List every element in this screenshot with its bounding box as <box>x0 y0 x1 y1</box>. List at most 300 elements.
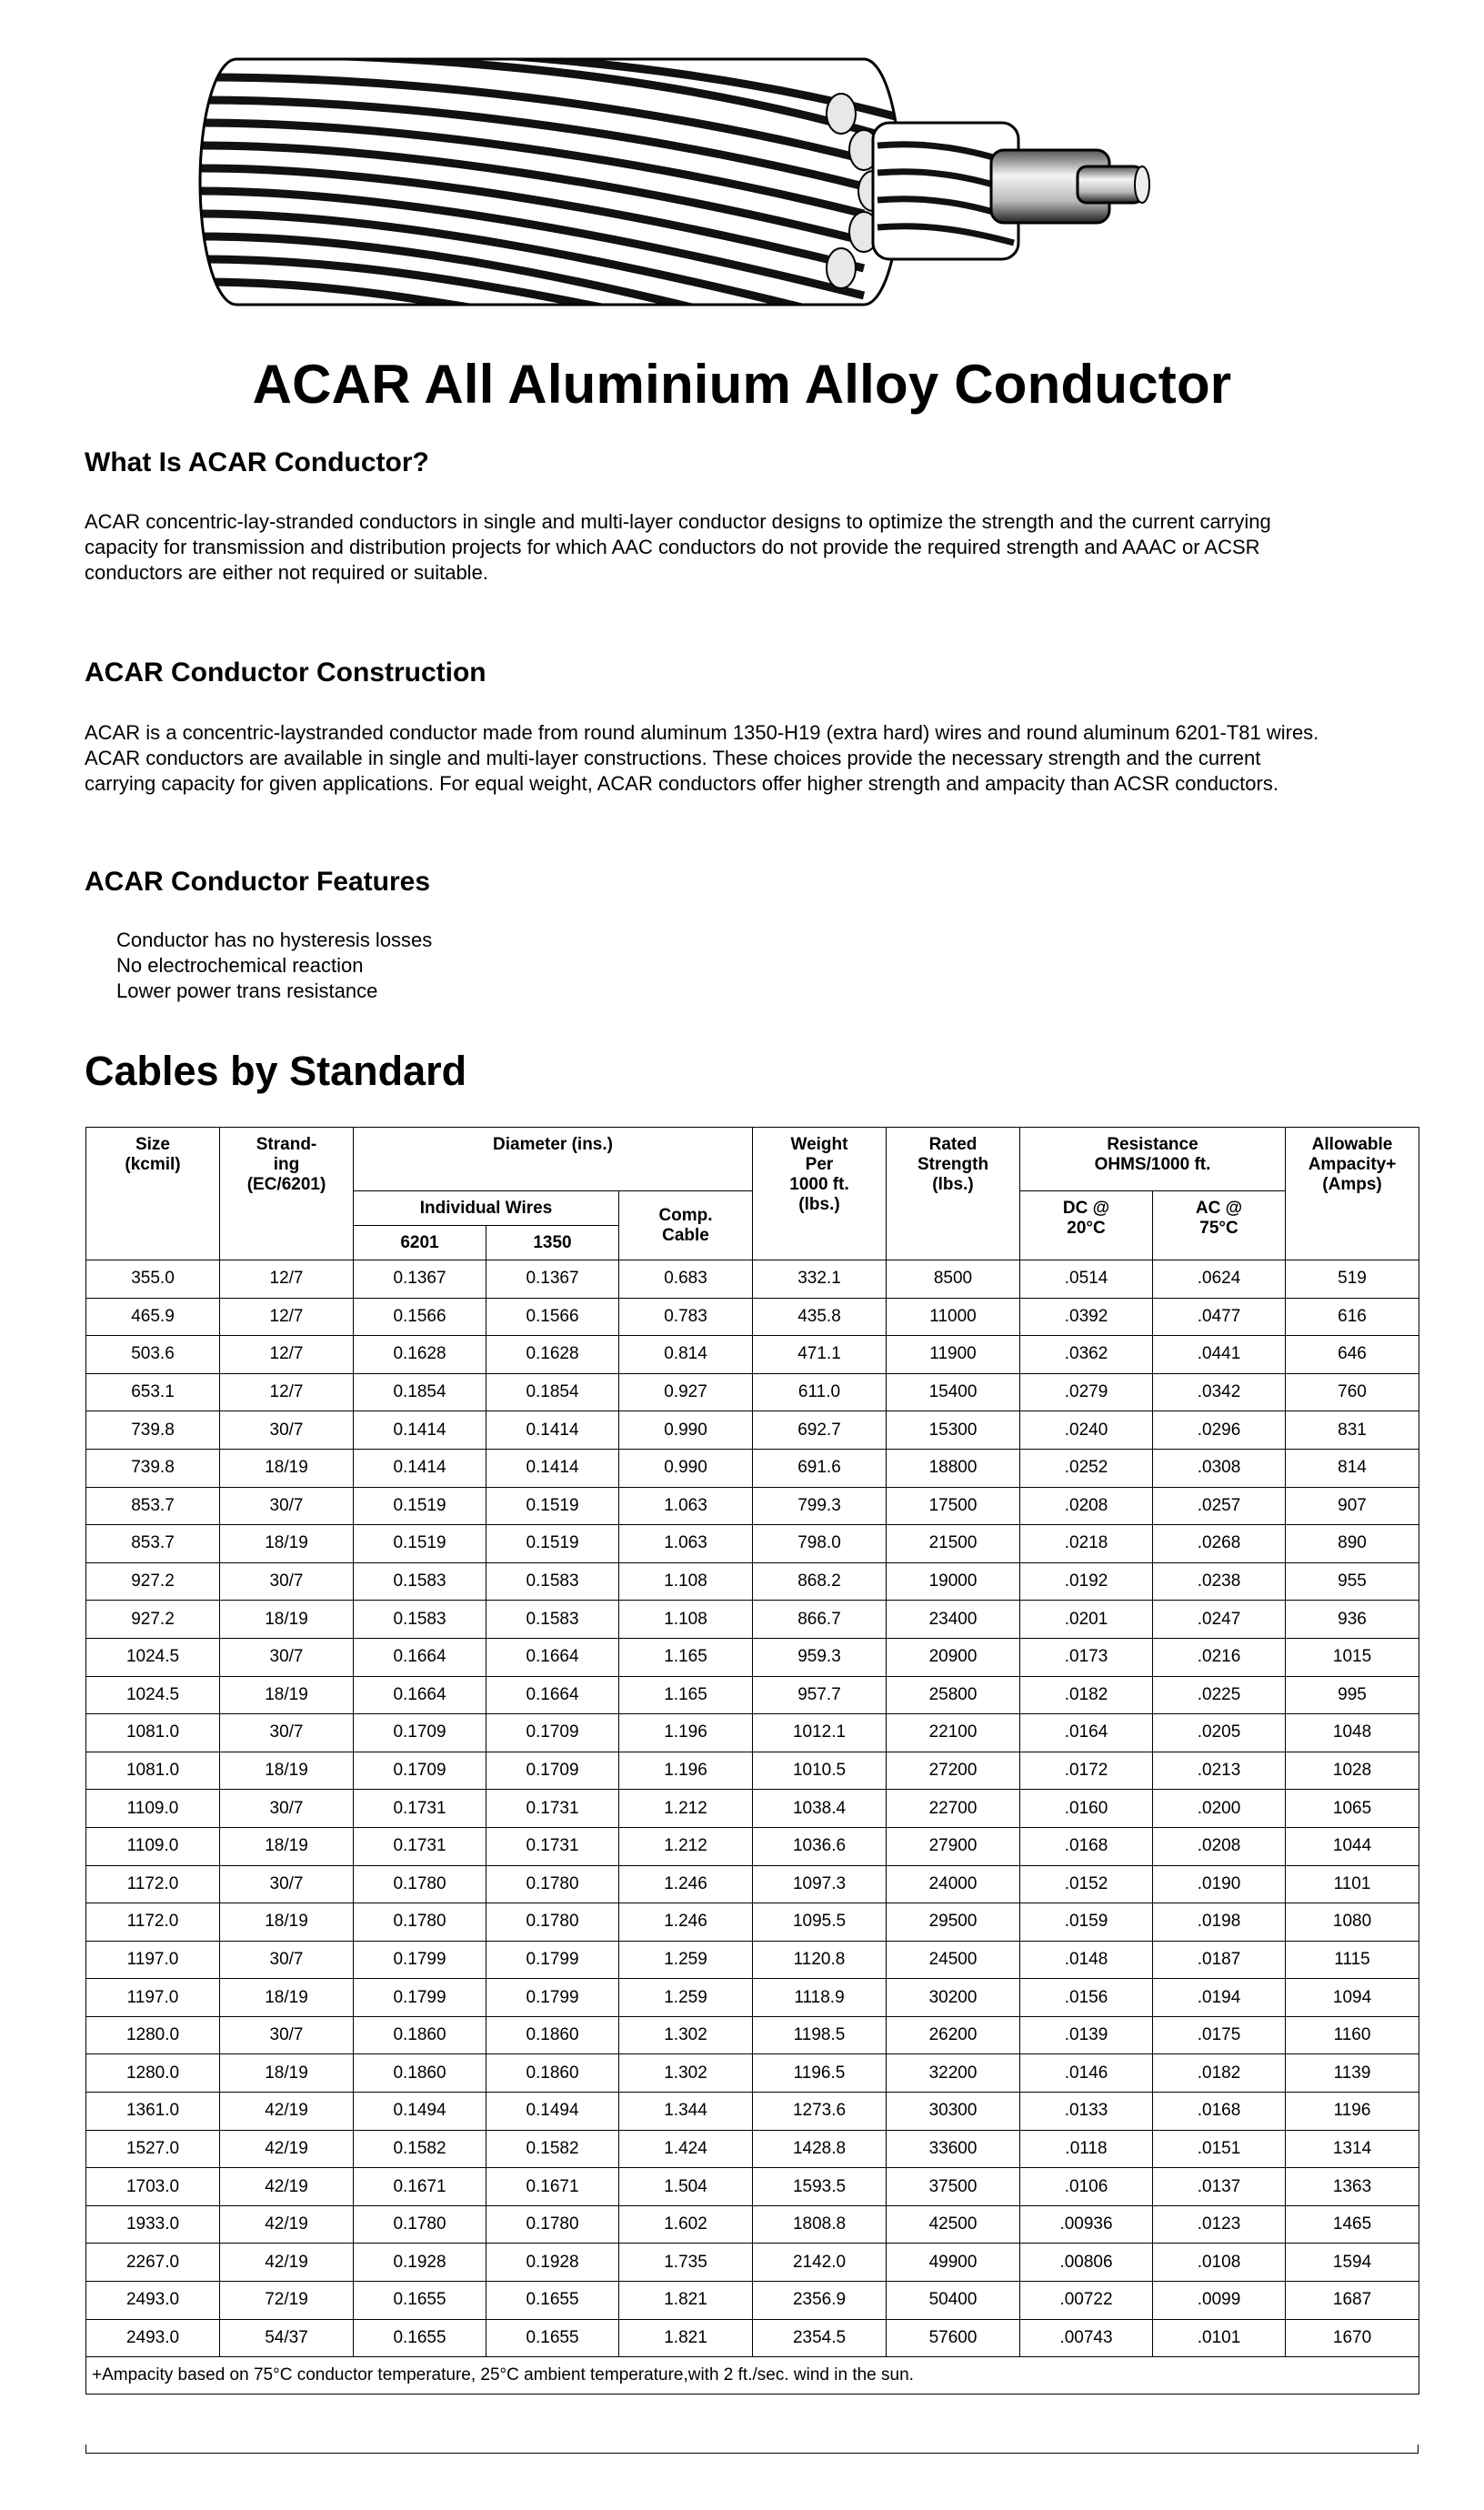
cell-size: 1280.0 <box>86 2016 220 2054</box>
header-line: Size <box>135 1135 171 1154</box>
cell-wire-1350: 0.1709 <box>486 1714 619 1752</box>
table-row <box>86 1638 1419 1676</box>
cell-wire-6201: 0.1583 <box>354 1562 486 1601</box>
table-row <box>86 1487 1419 1525</box>
cell-comp-cable: 1.602 <box>619 2205 753 2244</box>
text-line: carrying capacity for given applications. For equal weight, ACAR conductors offer higher strength and ampacity than ACSR conductors. <box>85 772 1278 795</box>
cell-wire-1350: 0.1519 <box>486 1487 619 1525</box>
cell-stranding: 18/19 <box>220 1525 354 1563</box>
cell-ampacity: 1015 <box>1286 1638 1419 1676</box>
section-text-construction <box>85 720 1421 797</box>
table-row <box>86 1562 1419 1601</box>
cell-comp-cable: 1.344 <box>619 2093 753 2131</box>
table-row <box>86 1903 1419 1942</box>
cell-ampacity: 1139 <box>1286 2054 1419 2093</box>
cell-strength: 24500 <box>887 1941 1020 1979</box>
cell-stranding: 30/7 <box>220 1790 354 1828</box>
table-row <box>86 1525 1419 1563</box>
table-row <box>86 1941 1419 1979</box>
cell-wire-6201: 0.1709 <box>354 1752 486 1790</box>
outer-strand-layer <box>173 50 918 323</box>
cell-weight: 866.7 <box>753 1601 887 1639</box>
cell-size: 1197.0 <box>86 1941 220 1979</box>
cell-size: 1933.0 <box>86 2205 220 2244</box>
cell-ampacity: 1065 <box>1286 1790 1419 1828</box>
cell-strength: 30200 <box>887 1979 1020 2017</box>
cell-comp-cable: 0.783 <box>619 1298 753 1336</box>
cell-size: 465.9 <box>86 1298 220 1336</box>
cell-stranding: 54/37 <box>220 2319 354 2357</box>
cell-weight: 1808.8 <box>753 2205 887 2244</box>
text-line: conductors are either not required or suitable. <box>85 561 488 584</box>
cell-dc-resistance: .0146 <box>1020 2054 1153 2093</box>
cell-stranding: 30/7 <box>220 1941 354 1979</box>
cell-strength: 49900 <box>887 2244 1020 2282</box>
cell-comp-cable: 1.302 <box>619 2054 753 2093</box>
header-comp-cable <box>619 1191 753 1260</box>
cell-dc-resistance: .0118 <box>1020 2130 1153 2168</box>
cell-wire-1350: 0.1860 <box>486 2016 619 2054</box>
cell-ac-resistance: .0182 <box>1153 2054 1286 2093</box>
header-line: (EC/6201) <box>246 1175 326 1194</box>
header-ac <box>1153 1191 1286 1260</box>
cell-dc-resistance: .0159 <box>1020 1903 1153 1942</box>
cell-wire-6201: 0.1519 <box>354 1487 486 1525</box>
cell-wire-1350: 0.1655 <box>486 2319 619 2357</box>
header-line: 75°C <box>1199 1219 1238 1238</box>
cell-size: 1024.5 <box>86 1676 220 1714</box>
table-row <box>86 2282 1419 2320</box>
cell-strength: 15300 <box>887 1411 1020 1450</box>
cell-stranding: 42/19 <box>220 2205 354 2244</box>
cell-ac-resistance: .0137 <box>1153 2168 1286 2206</box>
cell-size: 927.2 <box>86 1562 220 1601</box>
cell-ampacity: 1094 <box>1286 1979 1419 2017</box>
cell-size: 739.8 <box>86 1411 220 1450</box>
cell-comp-cable: 1.259 <box>619 1979 753 2017</box>
cell-size: 927.2 <box>86 1601 220 1639</box>
cell-stranding: 30/7 <box>220 1487 354 1525</box>
section-heading-construction: ACAR Conductor Construction <box>85 658 486 688</box>
cell-wire-6201: 0.1655 <box>354 2319 486 2357</box>
cell-ac-resistance: .0247 <box>1153 1601 1286 1639</box>
cell-strength: 21500 <box>887 1525 1020 1563</box>
cell-strength: 15400 <box>887 1373 1020 1411</box>
table-heading: Cables by Standard <box>85 1048 467 1094</box>
cell-strength: 23400 <box>887 1601 1020 1639</box>
cell-size: 2493.0 <box>86 2319 220 2357</box>
cell-wire-6201: 0.1709 <box>354 1714 486 1752</box>
cell-wire-6201: 0.1780 <box>354 1865 486 1903</box>
cell-comp-cable: 1.302 <box>619 2016 753 2054</box>
cell-wire-6201: 0.1860 <box>354 2054 486 2093</box>
cell-comp-cable: 1.212 <box>619 1790 753 1828</box>
header-line: Resistance <box>1107 1135 1198 1154</box>
cell-stranding: 42/19 <box>220 2244 354 2282</box>
text-line: ACAR conductors are available in single and multi-layer constructions. These choices provide the necessary strength and the current <box>85 747 1261 769</box>
cell-wire-1350: 0.1780 <box>486 1903 619 1942</box>
cell-dc-resistance: .0252 <box>1020 1449 1153 1487</box>
cell-dc-resistance: .0160 <box>1020 1790 1153 1828</box>
cell-ampacity: 995 <box>1286 1676 1419 1714</box>
cell-comp-cable: 1.063 <box>619 1525 753 1563</box>
cell-wire-6201: 0.1780 <box>354 2205 486 2244</box>
cell-ampacity: 760 <box>1286 1373 1419 1411</box>
header-line: DC @ <box>1062 1199 1110 1218</box>
cell-ampacity: 1314 <box>1286 2130 1419 2168</box>
cell-stranding: 30/7 <box>220 2016 354 2054</box>
cell-ac-resistance: .0213 <box>1153 1752 1286 1790</box>
cell-comp-cable: 1.424 <box>619 2130 753 2168</box>
feature-item: No electrochemical reaction <box>116 954 364 977</box>
cell-wire-1350: 0.1628 <box>486 1336 619 1374</box>
cell-wire-1350: 0.1731 <box>486 1827 619 1865</box>
cell-wire-1350: 0.1799 <box>486 1941 619 1979</box>
cell-wire-1350: 0.1655 <box>486 2282 619 2320</box>
cell-comp-cable: 1.735 <box>619 2244 753 2282</box>
cell-ac-resistance: .0151 <box>1153 2130 1286 2168</box>
cell-ac-resistance: .0342 <box>1153 1373 1286 1411</box>
table-row <box>86 2319 1419 2357</box>
header-line: Comp. <box>658 1205 713 1225</box>
header-strength <box>887 1128 1020 1260</box>
cell-size: 739.8 <box>86 1449 220 1487</box>
cell-stranding: 30/7 <box>220 1562 354 1601</box>
cell-ac-resistance: .0225 <box>1153 1676 1286 1714</box>
cell-ampacity: 1670 <box>1286 2319 1419 2357</box>
header-line: Weight <box>790 1135 848 1154</box>
cell-dc-resistance: .0240 <box>1020 1411 1153 1450</box>
cell-comp-cable: 1.165 <box>619 1638 753 1676</box>
cell-weight: 2356.9 <box>753 2282 887 2320</box>
cell-weight: 1120.8 <box>753 1941 887 1979</box>
cell-dc-resistance: .0106 <box>1020 2168 1153 2206</box>
cell-dc-resistance: .00743 <box>1020 2319 1153 2357</box>
text-line: capacity for transmission and distribution projects for which AAC conductors do not provide the required strength and AAAC or ACSR <box>85 536 1260 558</box>
cell-ac-resistance: .0123 <box>1153 2205 1286 2244</box>
header-line: (kcmil) <box>125 1155 181 1174</box>
cell-wire-6201: 0.1367 <box>354 1260 486 1299</box>
cell-dc-resistance: .0172 <box>1020 1752 1153 1790</box>
cell-strength: 32200 <box>887 2054 1020 2093</box>
cell-size: 2493.0 <box>86 2282 220 2320</box>
cell-strength: 37500 <box>887 2168 1020 2206</box>
cell-wire-6201: 0.1414 <box>354 1449 486 1487</box>
header-line: Strand- <box>256 1135 317 1154</box>
table-row <box>86 2168 1419 2206</box>
cell-comp-cable: 1.196 <box>619 1752 753 1790</box>
cell-ampacity: 1028 <box>1286 1752 1419 1790</box>
cell-size: 1172.0 <box>86 1865 220 1903</box>
table-row <box>86 2130 1419 2168</box>
table-row <box>86 1714 1419 1752</box>
cell-dc-resistance: .0148 <box>1020 1941 1153 1979</box>
cell-wire-1350: 0.1519 <box>486 1525 619 1563</box>
header-line: 1000 ft. <box>789 1175 849 1194</box>
cell-dc-resistance: .0164 <box>1020 1714 1153 1752</box>
cell-wire-6201: 0.1628 <box>354 1336 486 1374</box>
cell-dc-resistance: .0218 <box>1020 1525 1153 1563</box>
cell-ampacity: 519 <box>1286 1260 1419 1299</box>
cell-wire-6201: 0.1583 <box>354 1601 486 1639</box>
cell-wire-1350: 0.1799 <box>486 1979 619 2017</box>
table-row <box>86 2054 1419 2093</box>
table-row <box>86 1827 1419 1865</box>
table-row <box>86 2244 1419 2282</box>
cell-strength: 29500 <box>887 1903 1020 1942</box>
cell-comp-cable: 0.814 <box>619 1336 753 1374</box>
cell-wire-1350: 0.1860 <box>486 2054 619 2093</box>
cell-strength: 25800 <box>887 1676 1020 1714</box>
cell-strength: 57600 <box>887 2319 1020 2357</box>
header-line: Cable <box>662 1225 709 1245</box>
cell-weight: 1012.1 <box>753 1714 887 1752</box>
table-row <box>86 2205 1419 2244</box>
cell-weight: 1196.5 <box>753 2054 887 2093</box>
cell-wire-6201: 0.1860 <box>354 2016 486 2054</box>
cell-strength: 27900 <box>887 1827 1020 1865</box>
cell-size: 2267.0 <box>86 2244 220 2282</box>
cell-strength: 30300 <box>887 2093 1020 2131</box>
cell-dc-resistance: .0192 <box>1020 1562 1153 1601</box>
feature-item: Conductor has no hysteresis losses <box>116 929 433 951</box>
cell-ampacity: 1101 <box>1286 1865 1419 1903</box>
cell-wire-1350: 0.1494 <box>486 2093 619 2131</box>
cell-size: 1172.0 <box>86 1903 220 1942</box>
cell-comp-cable: 1.063 <box>619 1487 753 1525</box>
cell-ac-resistance: .0190 <box>1153 1865 1286 1903</box>
cell-ac-resistance: .0208 <box>1153 1827 1286 1865</box>
header-line: Ampacity+ <box>1308 1155 1397 1174</box>
cell-strength: 22100 <box>887 1714 1020 1752</box>
cell-strength: 42500 <box>887 2205 1020 2244</box>
cell-stranding: 42/19 <box>220 2168 354 2206</box>
cell-weight: 691.6 <box>753 1449 887 1487</box>
cell-stranding: 12/7 <box>220 1260 354 1299</box>
cell-ampacity: 1115 <box>1286 1941 1419 1979</box>
cell-comp-cable: 0.990 <box>619 1449 753 1487</box>
cell-comp-cable: 1.821 <box>619 2282 753 2320</box>
header-resistance <box>1020 1128 1286 1191</box>
cell-comp-cable: 1.821 <box>619 2319 753 2357</box>
cell-ac-resistance: .0268 <box>1153 1525 1286 1563</box>
cell-stranding: 30/7 <box>220 1714 354 1752</box>
table-footnote: +Ampacity based on 75°C conductor temperature, 25°C ambient temperature,with 2 ft./sec. wind in the sun. <box>86 2357 1419 2395</box>
cell-ampacity: 814 <box>1286 1449 1419 1487</box>
cell-size: 1109.0 <box>86 1790 220 1828</box>
cell-ac-resistance: .0108 <box>1153 2244 1286 2282</box>
cell-ac-resistance: .0205 <box>1153 1714 1286 1752</box>
header-line: Strength <box>917 1155 989 1174</box>
cell-stranding: 42/19 <box>220 2093 354 2131</box>
cell-ampacity: 616 <box>1286 1298 1419 1336</box>
table-row <box>86 1676 1419 1714</box>
cell-dc-resistance: .0279 <box>1020 1373 1153 1411</box>
cell-stranding: 18/19 <box>220 1827 354 1865</box>
cell-comp-cable: 1.504 <box>619 2168 753 2206</box>
header-line: Rated <box>928 1135 978 1154</box>
cell-weight: 1036.6 <box>753 1827 887 1865</box>
cell-dc-resistance: .0133 <box>1020 2093 1153 2131</box>
cell-stranding: 12/7 <box>220 1336 354 1374</box>
table-body <box>86 1260 1419 2357</box>
cell-stranding: 18/19 <box>220 1752 354 1790</box>
cell-wire-1350: 0.1671 <box>486 2168 619 2206</box>
cell-wire-6201: 0.1664 <box>354 1676 486 1714</box>
cell-wire-6201: 0.1655 <box>354 2282 486 2320</box>
cell-stranding: 12/7 <box>220 1298 354 1336</box>
cell-wire-1350: 0.1367 <box>486 1260 619 1299</box>
cell-wire-1350: 0.1780 <box>486 2205 619 2244</box>
cell-size: 355.0 <box>86 1260 220 1299</box>
cell-ampacity: 936 <box>1286 1601 1419 1639</box>
cell-ampacity: 907 <box>1286 1487 1419 1525</box>
cell-ac-resistance: .0441 <box>1153 1336 1286 1374</box>
table-row <box>86 1865 1419 1903</box>
cell-comp-cable: 1.108 <box>619 1601 753 1639</box>
table-row <box>86 1373 1419 1411</box>
cell-ac-resistance: .0200 <box>1153 1790 1286 1828</box>
header-individual-wires: Individual Wires <box>354 1191 619 1226</box>
cell-ac-resistance: .0099 <box>1153 2282 1286 2320</box>
cell-wire-6201: 0.1494 <box>354 2093 486 2131</box>
header-line: Per <box>805 1155 834 1174</box>
cell-comp-cable: 0.683 <box>619 1260 753 1299</box>
table-row <box>86 1298 1419 1336</box>
table-row <box>86 1411 1419 1450</box>
cell-weight: 1038.4 <box>753 1790 887 1828</box>
cell-wire-1350: 0.1583 <box>486 1562 619 1601</box>
table-bottom-rule <box>85 2445 1419 2454</box>
cell-ampacity: 1044 <box>1286 1827 1419 1865</box>
cell-ampacity: 1048 <box>1286 1714 1419 1752</box>
header-dc <box>1020 1191 1153 1260</box>
cell-weight: 1198.5 <box>753 2016 887 2054</box>
cell-wire-1350: 0.1731 <box>486 1790 619 1828</box>
cell-ampacity: 1687 <box>1286 2282 1419 2320</box>
cell-dc-resistance: .00936 <box>1020 2205 1153 2244</box>
cell-wire-1350: 0.1709 <box>486 1752 619 1790</box>
cell-strength: 24000 <box>887 1865 1020 1903</box>
cell-ampacity: 1080 <box>1286 1903 1419 1942</box>
cell-dc-resistance: .0201 <box>1020 1601 1153 1639</box>
table-row <box>86 2016 1419 2054</box>
cell-stranding: 30/7 <box>220 1865 354 1903</box>
cell-ac-resistance: .0624 <box>1153 1260 1286 1299</box>
cell-stranding: 18/19 <box>220 1601 354 1639</box>
header-line: Allowable <box>1311 1135 1393 1154</box>
cell-weight: 1118.9 <box>753 1979 887 2017</box>
cell-ampacity: 1363 <box>1286 2168 1419 2206</box>
cell-strength: 8500 <box>887 1260 1020 1299</box>
header-line: OHMS/1000 ft. <box>1094 1155 1211 1174</box>
cell-strength: 22700 <box>887 1790 1020 1828</box>
cell-ampacity: 1465 <box>1286 2205 1419 2244</box>
cell-dc-resistance: .0514 <box>1020 1260 1153 1299</box>
cell-ampacity: 890 <box>1286 1525 1419 1563</box>
cell-wire-1350: 0.1780 <box>486 1865 619 1903</box>
cell-strength: 11000 <box>887 1298 1020 1336</box>
cell-ampacity: 646 <box>1286 1336 1419 1374</box>
cell-weight: 799.3 <box>753 1487 887 1525</box>
cell-ac-resistance: .0194 <box>1153 1979 1286 2017</box>
cell-ac-resistance: .0168 <box>1153 2093 1286 2131</box>
cell-dc-resistance: .0152 <box>1020 1865 1153 1903</box>
core-strands <box>991 150 1149 223</box>
cell-strength: 18800 <box>887 1449 1020 1487</box>
cell-size: 853.7 <box>86 1525 220 1563</box>
cell-dc-resistance: .0173 <box>1020 1638 1153 1676</box>
cell-ampacity: 955 <box>1286 1562 1419 1601</box>
cell-weight: 959.3 <box>753 1638 887 1676</box>
cell-strength: 19000 <box>887 1562 1020 1601</box>
cell-comp-cable: 1.246 <box>619 1865 753 1903</box>
section-text-what <box>85 509 1421 586</box>
feature-item: Lower power trans resistance <box>116 979 378 1002</box>
header-line: (lbs.) <box>798 1195 840 1214</box>
cell-wire-1350: 0.1582 <box>486 2130 619 2168</box>
cell-ac-resistance: .0198 <box>1153 1903 1286 1942</box>
cell-comp-cable: 0.927 <box>619 1373 753 1411</box>
cell-wire-6201: 0.1671 <box>354 2168 486 2206</box>
cell-size: 1109.0 <box>86 1827 220 1865</box>
cell-comp-cable: 1.259 <box>619 1941 753 1979</box>
table-row <box>86 1260 1419 1299</box>
cell-stranding: 12/7 <box>220 1373 354 1411</box>
header-stranding <box>220 1128 354 1260</box>
cell-stranding: 30/7 <box>220 1411 354 1450</box>
cell-ac-resistance: .0257 <box>1153 1487 1286 1525</box>
cell-ampacity: 831 <box>1286 1411 1419 1450</box>
cell-size: 1527.0 <box>86 2130 220 2168</box>
cell-stranding: 42/19 <box>220 2130 354 2168</box>
cell-wire-1350: 0.1414 <box>486 1449 619 1487</box>
cell-stranding: 72/19 <box>220 2282 354 2320</box>
cell-size: 1081.0 <box>86 1752 220 1790</box>
cell-wire-6201: 0.1928 <box>354 2244 486 2282</box>
cell-wire-6201: 0.1566 <box>354 1298 486 1336</box>
cell-dc-resistance: .0208 <box>1020 1487 1153 1525</box>
cell-comp-cable: 1.212 <box>619 1827 753 1865</box>
cell-wire-1350: 0.1928 <box>486 2244 619 2282</box>
cell-weight: 471.1 <box>753 1336 887 1374</box>
header-size <box>86 1128 220 1260</box>
table-row <box>86 1979 1419 2017</box>
cell-wire-1350: 0.1414 <box>486 1411 619 1450</box>
section-heading-what: What Is ACAR Conductor? <box>85 447 429 477</box>
header-ampacity <box>1286 1128 1419 1260</box>
cell-weight: 1428.8 <box>753 2130 887 2168</box>
cell-weight: 611.0 <box>753 1373 887 1411</box>
cell-dc-resistance: .0392 <box>1020 1298 1153 1336</box>
cell-ac-resistance: .0216 <box>1153 1638 1286 1676</box>
cell-comp-cable: 0.990 <box>619 1411 753 1450</box>
cell-wire-6201: 0.1780 <box>354 1903 486 1942</box>
cell-comp-cable: 1.108 <box>619 1562 753 1601</box>
table-row <box>86 1790 1419 1828</box>
cell-comp-cable: 1.165 <box>619 1676 753 1714</box>
cell-wire-6201: 0.1664 <box>354 1638 486 1676</box>
cell-wire-6201: 0.1799 <box>354 1941 486 1979</box>
cell-size: 1703.0 <box>86 2168 220 2206</box>
table-row <box>86 1601 1419 1639</box>
table-row <box>86 1336 1419 1374</box>
cell-weight: 1273.6 <box>753 2093 887 2131</box>
table-header <box>86 1128 1419 1260</box>
cell-comp-cable: 1.246 <box>619 1903 753 1942</box>
cell-strength: 26200 <box>887 2016 1020 2054</box>
cell-stranding: 18/19 <box>220 1979 354 2017</box>
